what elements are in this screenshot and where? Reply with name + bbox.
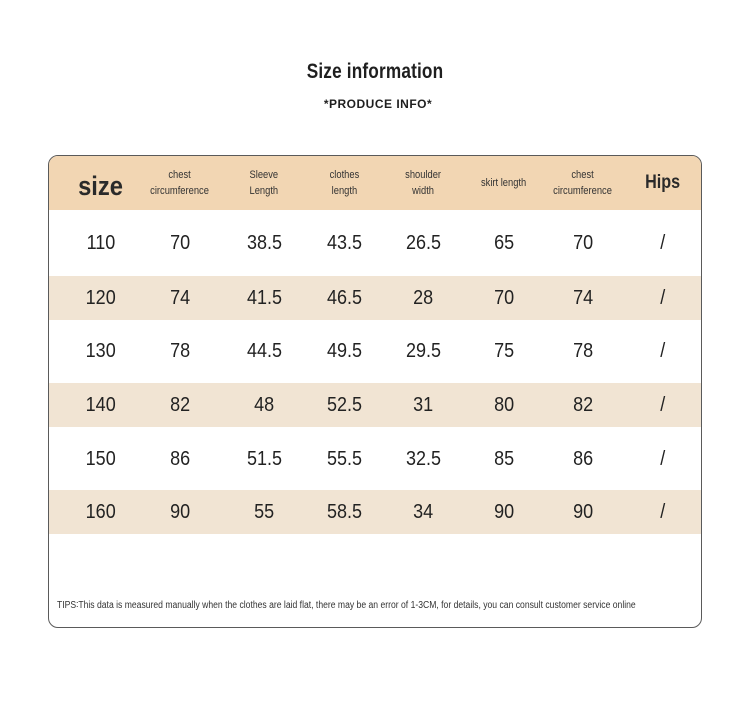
header-label: length xyxy=(331,185,357,197)
header-label: chest xyxy=(571,169,595,181)
value-cell: 55 xyxy=(253,500,275,523)
header-label: circumference xyxy=(150,185,210,197)
value-cell: 58.5 xyxy=(326,500,362,523)
table-row xyxy=(49,221,701,265)
value-cell: 74 xyxy=(572,286,594,309)
size-cell: 120 xyxy=(85,286,117,309)
value-cell: / xyxy=(660,339,666,362)
header-cell xyxy=(540,156,626,210)
header-label: Sleeve xyxy=(249,169,279,181)
header-label: shoulder xyxy=(405,169,441,181)
header-label: Hips xyxy=(645,172,681,193)
value-cell: 82 xyxy=(169,393,191,416)
size-cell: 140 xyxy=(85,393,117,416)
value-cell: 51.5 xyxy=(246,447,282,470)
page-title: Size information xyxy=(306,60,444,83)
value-cell: 28 xyxy=(412,286,434,309)
header-cell xyxy=(58,156,144,210)
header-label: circumference xyxy=(553,185,613,197)
value-cell: 44.5 xyxy=(246,339,282,362)
header-label: chest xyxy=(168,169,192,181)
size-table xyxy=(48,155,702,628)
table-row xyxy=(49,276,701,320)
header-label: width xyxy=(412,185,434,197)
value-cell: 82 xyxy=(572,393,594,416)
size-cell: 160 xyxy=(85,500,117,523)
value-cell: / xyxy=(660,447,666,470)
value-cell: 48 xyxy=(253,393,275,416)
value-cell: / xyxy=(660,500,666,523)
value-cell: 38.5 xyxy=(246,231,282,254)
value-cell: 31 xyxy=(412,393,434,416)
value-cell: 49.5 xyxy=(326,339,362,362)
value-cell: 86 xyxy=(572,447,594,470)
value-cell: 78 xyxy=(572,339,594,362)
header-label: Length xyxy=(249,185,279,197)
header-cell xyxy=(620,156,702,210)
size-cell: 150 xyxy=(85,447,117,470)
page-subtitle: *PRODUCE INFO* xyxy=(323,97,433,111)
value-cell: 43.5 xyxy=(326,231,362,254)
header-cell xyxy=(137,156,223,210)
tips-note: TIPS∶This data is measured manually when the clothes are laid flat, there may be an error of 1-3CM, for details, you can consult customer service online xyxy=(57,600,636,611)
value-cell: / xyxy=(660,393,666,416)
value-cell: 46.5 xyxy=(326,286,362,309)
table-header xyxy=(49,156,701,210)
value-cell: 52.5 xyxy=(326,393,362,416)
header-label: clothes xyxy=(329,169,359,181)
value-cell: 70 xyxy=(493,286,515,309)
value-cell: 32.5 xyxy=(405,447,441,470)
value-cell: / xyxy=(660,231,666,254)
value-cell: 90 xyxy=(169,500,191,523)
header-cell xyxy=(301,156,387,210)
table-row xyxy=(49,329,701,373)
value-cell: 29.5 xyxy=(405,339,441,362)
size-cell: 110 xyxy=(86,231,116,254)
value-cell: 65 xyxy=(493,231,515,254)
value-cell: 78 xyxy=(169,339,191,362)
value-cell: 34 xyxy=(412,500,434,523)
value-cell: 26.5 xyxy=(405,231,441,254)
value-cell: 90 xyxy=(493,500,515,523)
value-cell: 85 xyxy=(493,447,515,470)
value-cell: 41.5 xyxy=(246,286,282,309)
header-cell xyxy=(461,156,547,210)
value-cell: 90 xyxy=(572,500,594,523)
value-cell: 70 xyxy=(169,231,191,254)
value-cell: 86 xyxy=(169,447,191,470)
table-row xyxy=(49,437,701,481)
value-cell: 75 xyxy=(493,339,515,362)
header-label: size xyxy=(78,170,124,201)
value-cell: 80 xyxy=(493,393,515,416)
table-row xyxy=(49,383,701,427)
header-cell xyxy=(380,156,466,210)
value-cell: 70 xyxy=(572,231,594,254)
table-row xyxy=(49,490,701,534)
header-label: skirt length xyxy=(481,177,527,189)
size-cell: 130 xyxy=(85,339,117,362)
value-cell: 55.5 xyxy=(326,447,362,470)
value-cell: / xyxy=(660,286,666,309)
header-cell xyxy=(221,156,307,210)
value-cell: 74 xyxy=(169,286,191,309)
